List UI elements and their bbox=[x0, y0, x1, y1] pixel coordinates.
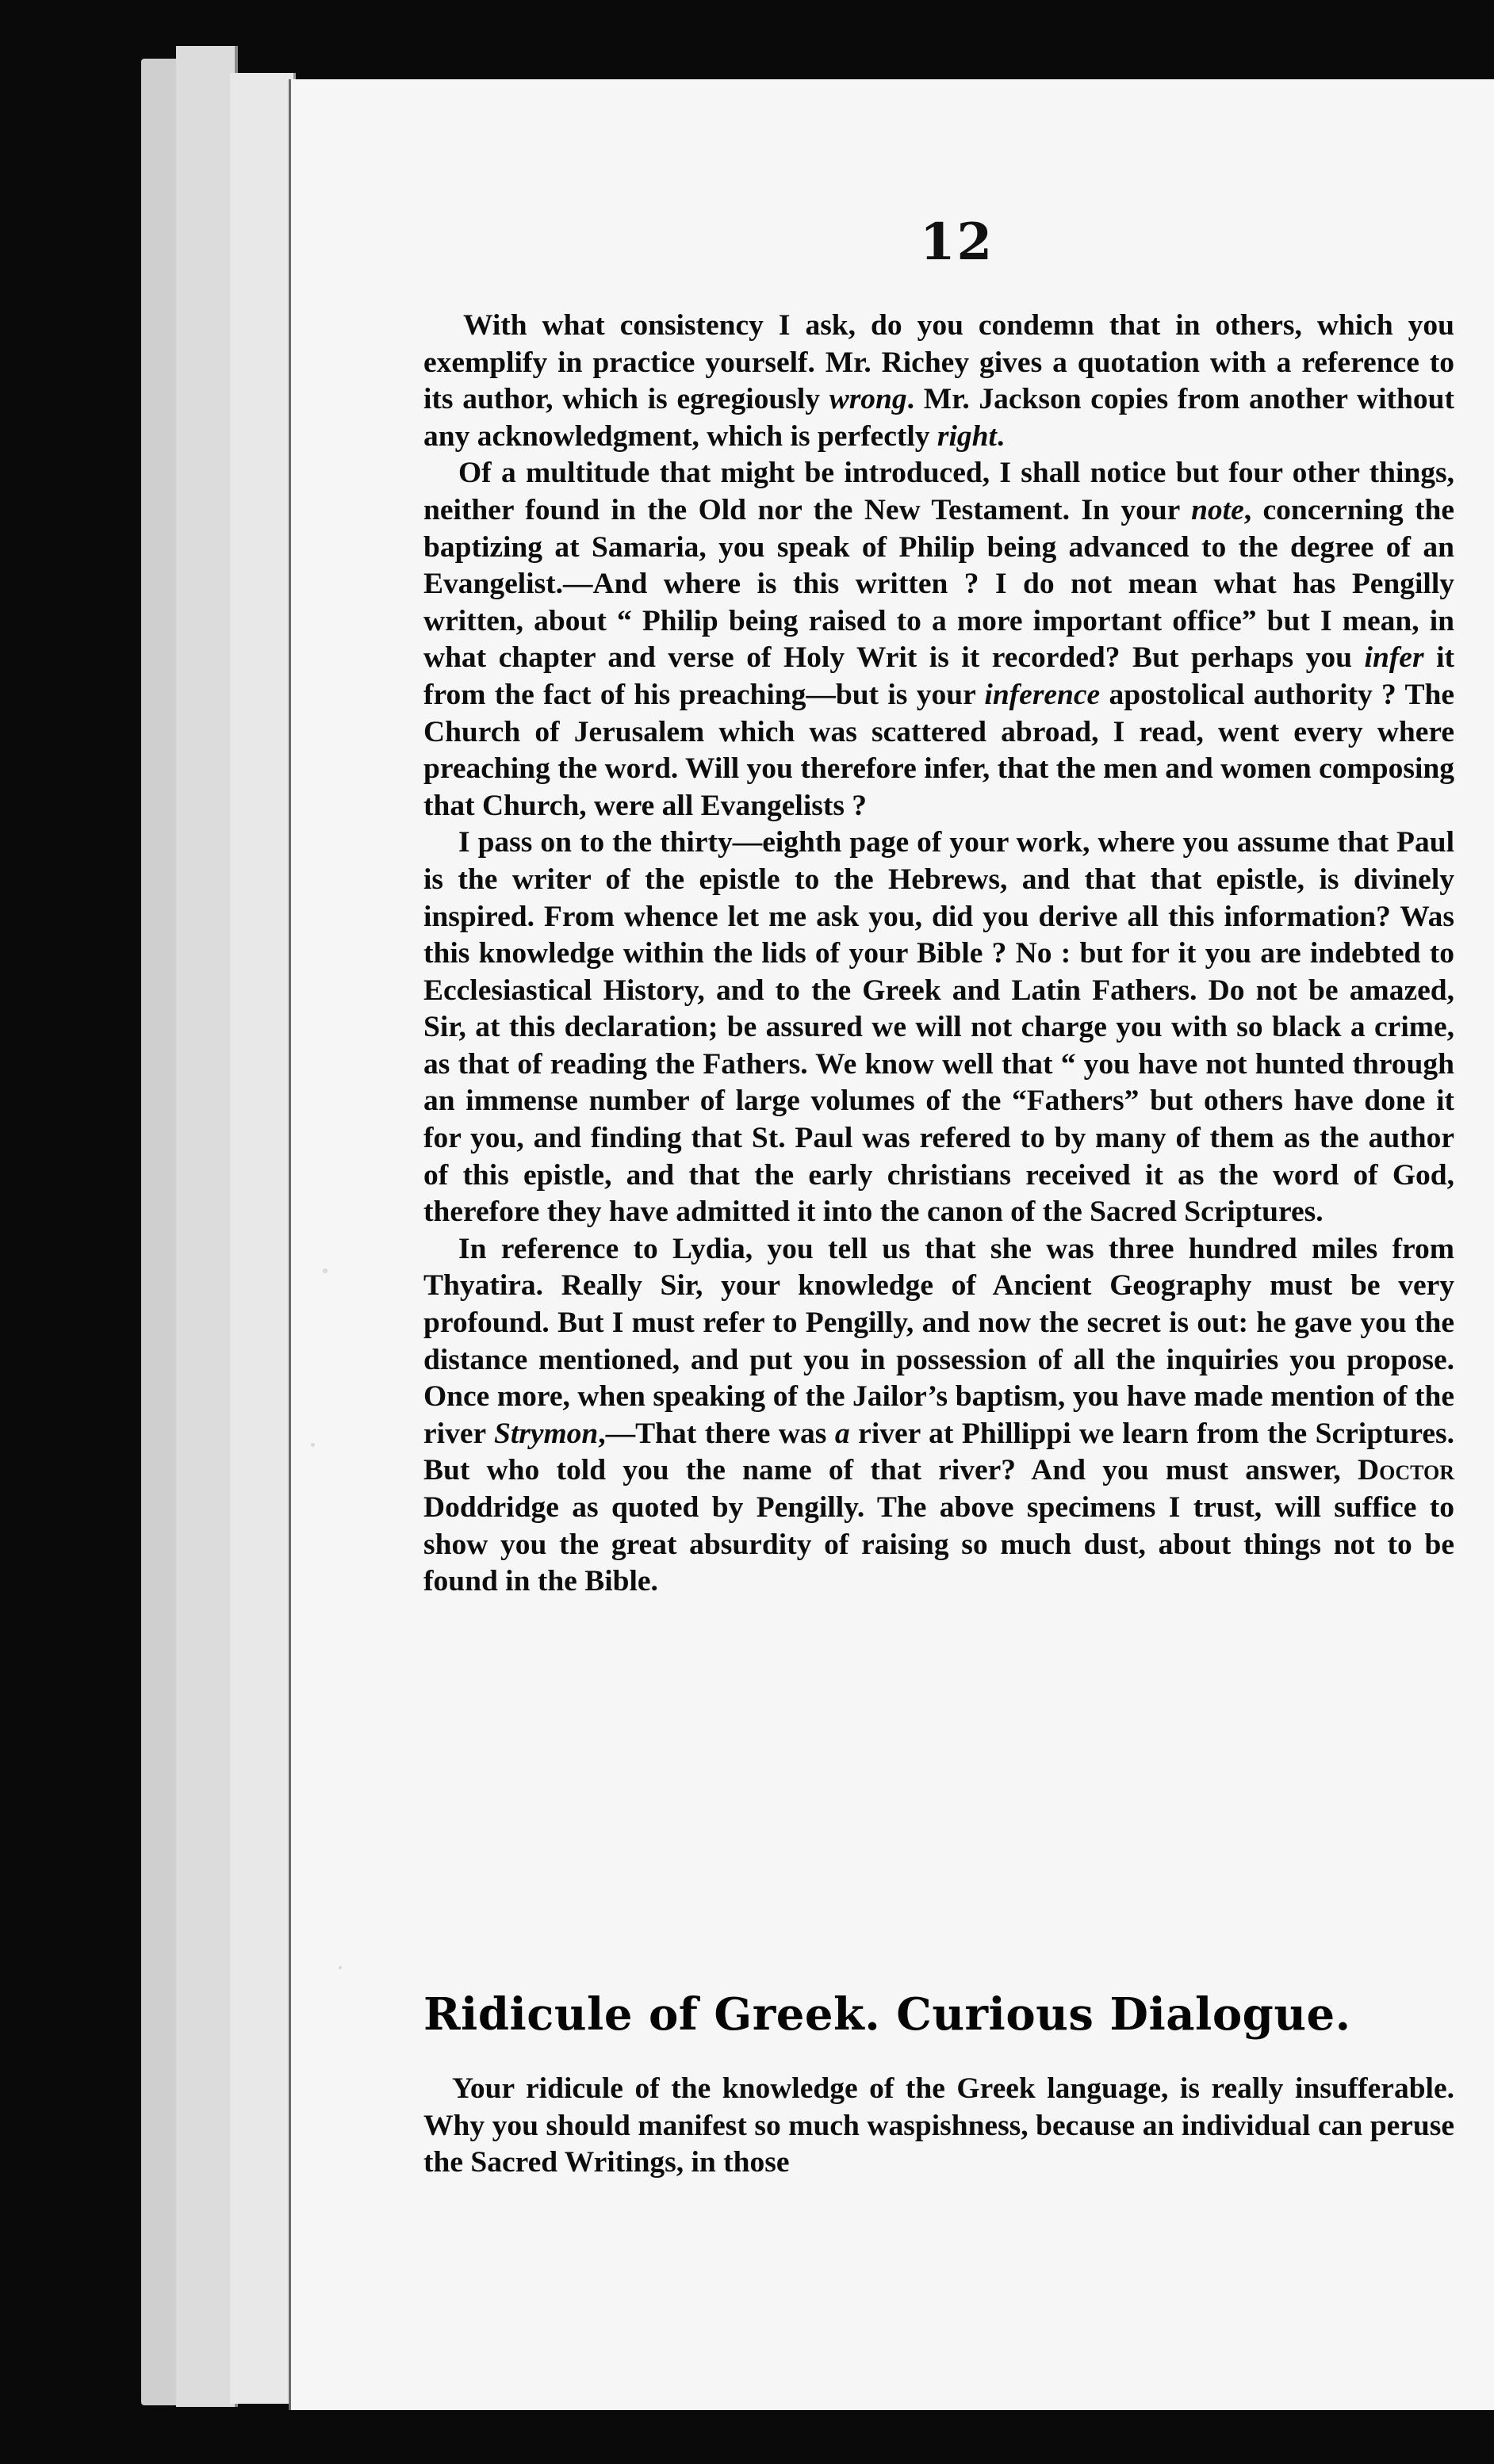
paper-speck bbox=[311, 1443, 315, 1447]
main-body-text bbox=[423, 308, 1454, 1601]
section-paragraph: Your ridicule of the knowledge of the Greek language, is really insufferable. Why you should manifest so much waspishness, because an individual can peruse the Sacred Writings, in those bbox=[423, 2072, 1454, 2179]
text-run: river at Phillippi we learn from the Scriptures. But who told you the name of that river? And you must answer, bbox=[423, 1417, 1454, 1487]
text-run: . Mr. Jackson copies from another without any acknowledgment, which is perfectly bbox=[423, 383, 1454, 453]
italic-run: infer bbox=[1364, 641, 1424, 675]
italic-run: inference bbox=[984, 678, 1101, 711]
page-edge-middle bbox=[176, 46, 238, 2407]
italic-run: Strymon bbox=[493, 1417, 599, 1450]
text-run: In reference to Lydia, you tell us that she was three hundred miles from Thyatira. Really Sir, your knowledge of Ancient Geography must be very profound. But I must refer to Pengilly, and now the secret is out: he gave you the distance mentioned, and put you in possession of all the inquiries you propose. Once more, when speaking of the Jailor’s baptism, you have made mention of the river bbox=[423, 1232, 1454, 1450]
italic-run: wrong bbox=[829, 383, 907, 416]
section-body-text bbox=[423, 2071, 1454, 2182]
body-paragraph bbox=[423, 825, 1454, 1231]
text-run: , concerning the baptizing at Samaria, you speak of Philip being advanced to the degree of an Evangelist.—And where is this written ? I do not mean what has Pengilly written, about “ Philip being raised to a more important office” but I mean, in what chapter and verse of Holy Writ is it recorded? But perhaps you bbox=[423, 493, 1454, 675]
page-edge-inner bbox=[230, 73, 296, 2404]
text-run: Doddridge as quoted by Pengilly. The above specimens I trust, will suffice to show you the great absurdity of raising so much dust, about things not to be found in the Bible. bbox=[423, 1491, 1454, 1598]
paper-speck bbox=[323, 1268, 328, 1273]
section-heading: Ridicule of Greek. Curious Dialogue. bbox=[423, 1988, 1351, 2041]
text-run: Doctor bbox=[1358, 1454, 1454, 1487]
italic-run: a bbox=[834, 1417, 850, 1450]
text-run: ,—That there was bbox=[598, 1417, 835, 1450]
body-paragraph bbox=[423, 308, 1454, 455]
italic-run: right bbox=[937, 419, 997, 453]
text-run: apostolical authority ? The Church of Jerusalem which was scattered abroad, I read, went every where preaching the word. Will you therefore infer, that the men and women composing that Church, were all Evangelists ? bbox=[423, 678, 1454, 822]
paper-speck bbox=[339, 1966, 342, 1969]
italic-run: note bbox=[1191, 493, 1244, 526]
text-run: With what consistency I ask, do you condemn that in others, which you exemplify in practice yourself. Mr. Richey gives a quotation with a reference to its author, which is egregiously bbox=[423, 309, 1454, 416]
text-run: I pass on to the thirty—eighth page of your work, where you assume that Paul is the writer of the epistle to the Hebrews, and that that epistle, is divinely inspired. From whence let me ask you, did you derive all this information? Was this knowledge within the lids of your Bible ? No : but for it you are indebted to Ecclesiastical History, and to the Greek and Latin Fathers. Do not be amazed, Sir, at this declaration; be assured we will not charge you with so black a crime, as that of reading the Fathers. We know well that “ you have not hunted through an immense number of large volumes of the “Fathers” but others have done it for you, and finding that St. Paul was refered to by many of them as the author of this epistle, and that the early christians received it as the word of God, therefore they have admitted it into the canon of the Sacred Scriptures. bbox=[423, 826, 1454, 1229]
body-paragraph bbox=[423, 1231, 1454, 1601]
body-paragraph bbox=[423, 455, 1454, 825]
text-run: . bbox=[996, 419, 1005, 453]
text-run: Of a multitude that might be introduced, I shall notice but four other things, neither found in the Old nor the New Testament. In your bbox=[423, 457, 1454, 526]
text-run: it from the fact of his preaching—but is your bbox=[423, 641, 1454, 711]
page-number: 12 bbox=[920, 212, 994, 272]
